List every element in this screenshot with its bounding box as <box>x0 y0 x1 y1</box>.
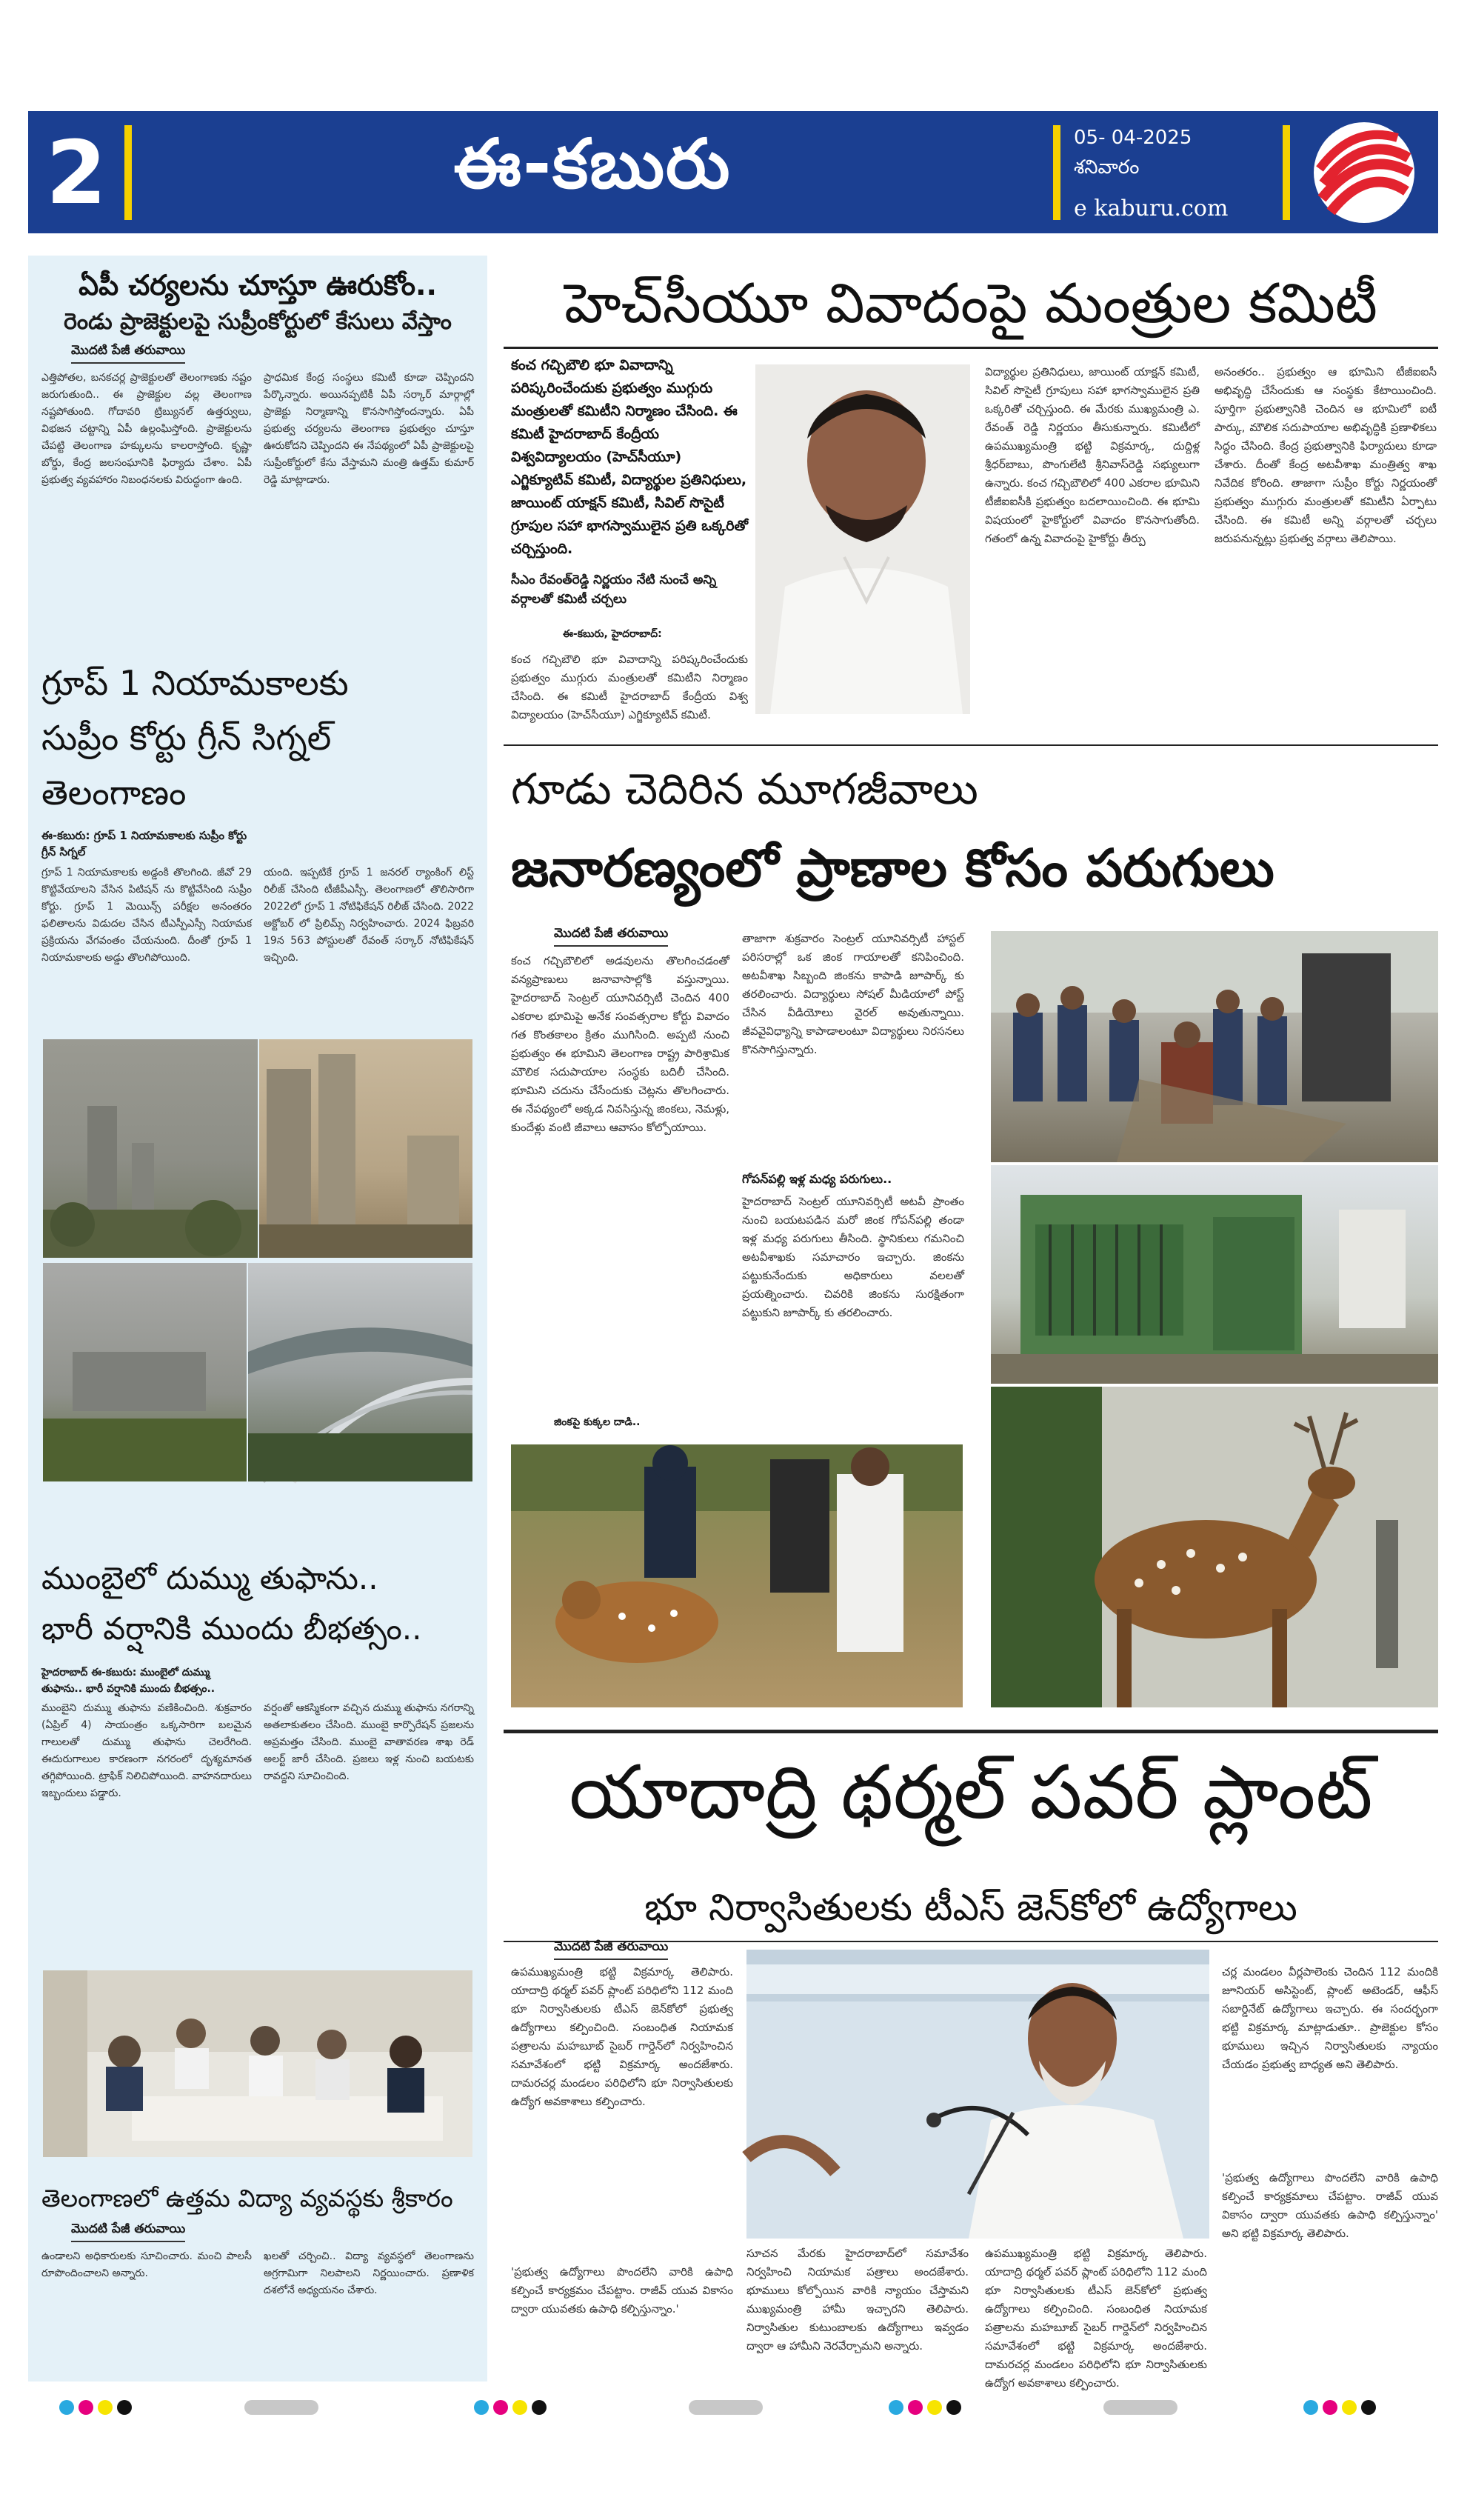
education-meeting-photo <box>43 1970 472 2157</box>
body-text: ఉపముఖ్యమంత్రి భట్టి విక్రమార్క తెలిపారు. యాదాద్రి థర్మల్ పవర్ ప్లాంట్ పరిధిలోని 112 మంది భూ నిర్వాసితులకు టీఎస్ జెన్‌కోలో ప్రభుత్వ ఉద్యోగాలు కల్పించింది. సంబంధిత నియామక పత్రాలను మహబూబ్ సైబర్ గార్డెన్‌లో నిర్వహించిన సమావేశంలో భట్టి విక్రమార్క అందజేశారు. దామరచర్ల మండలం పరిధిలోని భూ నిర్వాసితులకు ఉద్యోగ అవకాశాలు కల్పించారు. <box>985 2247 1207 2390</box>
headline-animals: గూడు చెదిరిన మూగజీవాలు <box>511 764 978 814</box>
grey-registration-bar <box>689 2400 763 2415</box>
hcu-intro: కంచ గచ్చిబౌలి భూ వివాదాన్ని పరిష్కరించేందుకు ప్రభుత్వం ముగ్గురు మంత్రులతో కమిటీని నిర్మాణం చేసింది. ఈ కమిటీ హైదరాబాద్ కేంద్రీయ విశ్వవిద్యాలయం (హెచ్‌సీయూ) ఎగ్జిక్యూటివ్ కమిటీ, విద్యార్థుల ప్రతినిధులు, జాయింట్ యాక్షన్ కమిటీ, సివిల్ సొసైటీ గ్రూపుల సహా భాగస్వాములైన ప్రతి ఒక్కరితో చర్చిస్తుంది. <box>511 357 749 557</box>
byline: మొదటి పేజీ తరువాయి <box>71 343 185 364</box>
forest-department-truck-photo <box>991 1165 1438 1384</box>
sea-link-photo <box>248 1263 472 1481</box>
byline: మొదటి పేజీ తరువాయి <box>554 1939 668 1960</box>
dateline: హైదరాబాద్ ఈ-కబురు: ముంబైలో దుమ్ము తుఫాను.. భారీ వర్షానికి ముందు బీభత్సం.. <box>41 1667 216 1695</box>
subheading: గోపన్‌పల్లి ఇళ్ల మధ్య పరుగులు.. <box>742 1172 892 1186</box>
left-column <box>28 256 487 2381</box>
body-text: ఉపముఖ్యమంత్రి భట్టి విక్రమార్క తెలిపారు. యాదాద్రి థర్మల్ పవర్ ప్లాంట్ పరిధిలోని 112 మంది భూ నిర్వాసితులకు టీఎస్ జెన్‌కోలో ప్రభుత్వ ఉద్యోగాలు కల్పించింది. సంబంధిత నియామక పత్రాలను మహబూబ్ సైబర్ గార్డెన్‌లో నిర్వహించిన సమావేశంలో భట్టి విక్రమార్క అందజేశారు. దామరచర్ల మండలం పరిధిలోని భూ నిర్వాసితులకు ఉద్యోగ అవకాశాలు కల్పించారు. <box>511 1965 733 2108</box>
body-text: అనంతరం.. ప్రభుత్వం ఆ భూమిని టీజీఐఐసీ అభివృద్ధి చేసేందుకు ఆ సంస్థకు కేటాయించింది. పూర్తిగా ప్రభుత్వానికి చెందిన ఆ భూమిలో ఐటీ పార్కు, మౌలిక సదుపాయాల అభివృద్ధికి ప్రణాళికలు సిద్ధం చేసింది. కేంద్ర ప్రభుత్వానికి ఫిర్యాదులు కూడా చేశారు. దీంతో కేంద్ర అటవీశాఖ మంత్రిత్వ శాఖ నివేదిక కోరింది. తాజాగా సుప్రీం కోర్టు నిర్ణయంతో ప్రభుత్వం ముగ్గురు మంత్రులతో కమిటీని ఏర్పాటు చేసింది. ఈ కమిటీ అన్ని వర్గాలతో చర్చలు జరుపనున్నట్లు ప్రభుత్వ వర్గాలు తెలిపాయి. <box>1215 365 1437 545</box>
body-text: తాజాగా శుక్రవారం సెంట్రల్ యూనివర్సిటీ హాస్టల్ పరిసరాల్లో ఒక జింక గాయాలతో కనిపించింది. అటవీశాఖ సిబ్బంది జింకను కాపాడి జూపార్క్ కు తరలించారు. విద్యార్థులు సోషల్ మీడియాలో పోస్ట్ చేసిన వీడియోలు వైరల్ అవుతున్నాయి. జీవవైవిధ్యాన్ని కాపాడాలంటూ విద్యార్థులు నిరసనలు కొనసాగిస్తున్నారు. <box>742 932 964 1056</box>
page-number: 2 <box>45 121 107 224</box>
issue-day: శనివారం <box>1074 156 1140 179</box>
yellow-dot-icon <box>98 2400 113 2415</box>
byline: మొదటి పేజీ తరువాయి <box>71 2221 185 2242</box>
subheadline-yadadri: భూ నిర్వాసితులకు టీఎస్ జెన్‌కోలో ఉద్యోగాలు <box>644 1886 1297 1929</box>
headline-hcu: హెచ్‌సీయూ వివాదంపై మంత్రుల కమిటీ <box>564 272 1377 336</box>
cm-portrait-photo <box>755 364 970 714</box>
headline: తెలంగాణలో ఉత్తమ విద్యా వ్యవస్థకు శ్రీకారం <box>41 2184 453 2213</box>
body-text: కంచ గచ్చిబౌలి భూ వివాదాన్ని పరిష్కరించేందుకు ప్రభుత్వం ముగ్గురు మంత్రులతో కమిటీని నిర్మాణం చేసింది. ఈ కమిటీ హైదరాబాద్ కేంద్రీయ విశ్వ విద్యాలయం (హెచ్‌సీయూ) ఎగ్జిక్యూటివ్ కమిటీ. <box>511 653 748 721</box>
headline: సుప్రీం కోర్టు గ్రీన్ సిగ్నల్ తెలంగాణం <box>41 718 332 813</box>
deer-capture-crowd-photo <box>991 931 1438 1162</box>
color-registration-mark <box>474 2400 547 2415</box>
hcu-caption: సీఎం రేవంత్‌రెడ్డి నిర్ణయం నేటి నుంచే అన్ని వర్గాలతో కమిటీ చర్చలు <box>511 573 717 607</box>
body-text: ప్రాధమిక కేంద్ర సంస్థలు కమిటీ కూడా చెప్పిందని పేర్కొన్నారు. అయినప్పటికీ ఏపీ సర్కార్ మార్గాల్లో ప్రాజెక్టు నిర్మాణాన్ని కొనసాగిస్తోందన్నారు. ఏపీ ప్రభుత్వ చర్యలను తెలంగాణ ప్రభుత్వం చూస్తూ ఊరుకోదని చెప్పిందని ఈ నేపథ్యంలో ఏపీ ప్రాజెక్టులపై సుప్రీంకోర్టులో కేసు వేస్తామని మంత్రి ఉత్తమ్ కుమార్ రెడ్డి మాట్లాడారు. <box>264 372 474 486</box>
headline-yadadri: యాదాద్రి థర్మల్ పవర్ ప్లాంట్ <box>569 1749 1373 1836</box>
subheading: జింకపై కుక్కల దాడి.. <box>554 1416 641 1428</box>
story-ap-projects <box>41 264 474 566</box>
body-text: ఉండాలని అధికారులకు సూచించారు. మంచి పాలసీ రూపొందించాలని అన్నారు. <box>41 2250 252 2279</box>
magenta-dot-icon <box>1323 2400 1337 2415</box>
cyan-dot-icon <box>59 2400 74 2415</box>
body-text: యంది. ఇప్పటికే గ్రూప్ 1 జనరల్ ర్యాంకింగ్ లిస్ట్ రిలీజ్ చేసింది టీజీపీఎస్సీ. తెలంగాణలో తొలిసారిగా 2022లో గ్రూప్ 1 నోటిఫికేషన్ రిలీజ్ చేసింది. 2022 అక్టోబర్ లో ప్రిలిమ్స్ నిర్వహించారు. 2024 ఫిబ్రవరి 19న 563 పోస్టులతో రేవంత్ సర్కార్ నోటిఫికేషన్ ఇచ్చింది. <box>264 867 474 964</box>
body-text: కంచ గచ్చిబౌలిలో అడవులను తొలగించడంతో వన్యప్రాణులు జనావాసాల్లోకి వస్తున్నాయి. హైదరాబాద్ సెంట్రల్ యూనివర్సిటీ చెందిన 400 ఎకరాల భూమిపై అనేక సంవత్సరాల కోర్టు వివాదం గత కొంతకాలం క్రితం ముగిసింది. అప్పటి నుంచి ప్రభుత్వం ఈ భూమిని తెలంగాణ రాష్ట్ర పారిశ్రామిక మౌలిక సదుపాయాల సంస్థకు బదిలీ చేసింది. భూమిని చదును చేసేందుకు చెట్లను తొలగించారు. ఈ నేపథ్యంలో అక్కడ నివసిస్తున్న జింకలు, నెమళ్లు, కుందేళ్లు వంటి జీవాలు ఆవాసం కోల్పోయాయి. <box>511 954 729 1134</box>
dateline: ఈ-కబురు: గ్రూప్ 1 నియామకాలకు సుప్రీం కోర్టు గ్రీన్ సిగ్నల్ <box>41 829 247 859</box>
black-dot-icon <box>1361 2400 1376 2415</box>
body-text: వర్షంతో ఆకస్మికంగా వచ్చిన దుమ్ము తుఫాను నగరాన్ని అతలాకుతలం చేసింది. ముంబై కార్పొరేషన్ ప్రజలను అప్రమత్తం చేసింది. ముంబై వాతావరణ శాఖ రెడ్ అలర్ట్ జారీ చేసింది. ప్రజలు ఇళ్ల నుంచి బయటకు రావద్దని సూచించింది. <box>264 1702 474 1782</box>
divider <box>504 1730 1438 1733</box>
cyan-dot-icon <box>474 2400 489 2415</box>
magenta-dot-icon <box>78 2400 93 2415</box>
divider <box>1283 125 1290 220</box>
magenta-dot-icon <box>908 2400 923 2415</box>
body-columns <box>41 2248 474 2359</box>
headline: గ్రూప్ 1 నియామకాలకు <box>41 663 349 703</box>
grey-registration-bar <box>244 2400 318 2415</box>
yellow-dot-icon <box>1342 2400 1357 2415</box>
body-text: 'ప్రభుత్వ ఉద్యోగాలు పొందలేని వారికి ఉపాధి కల్పించే కార్యక్రమాలు చేపట్టాం. రాజీవ్ యువ వికాసం ద్వారా యువతకు ఉపాధి కల్పిస్తున్నాం' అని భట్టి విక్రమార్క తెలిపారు. <box>1222 2171 1438 2240</box>
cyan-dot-icon <box>1303 2400 1318 2415</box>
masthead <box>28 111 1438 233</box>
black-dot-icon <box>946 2400 961 2415</box>
black-dot-icon <box>117 2400 132 2415</box>
grey-registration-bar <box>1103 2400 1177 2415</box>
dust-storm-photo <box>43 1263 247 1481</box>
color-registration-mark <box>1303 2400 1376 2415</box>
dust-storm-photo <box>43 1039 258 1258</box>
headline: భారీ వర్షానికి ముందు బీభత్సం.. <box>41 1610 422 1647</box>
body-text: విద్యార్థుల ప్రతినిధులు, జాయింట్ యాక్షన్ కమిటీ, సివిల్ సొసైటీ గ్రూపులు సహా భాగస్వాములైన ప్రతి ఒక్కరితో చర్చిస్తుంది. ఈ మేరకు ముఖ్యమంత్రి ఎ. రేవంత్ రెడ్డి నిర్ణయం తీసుకున్నారు. కమిటీలో ఉపముఖ్యమంత్రి భట్టి విక్రమార్క, దుద్దిళ్ల శ్రీధర్‌బాబు, పొంగులేటి శ్రీనివాస్‌రెడ్డి సభ్యులుగా ఉన్నారు. కంచ గచ్చిబౌలిలో 400 ఎకరాల భూమిని టీజీఐఐసీకి ప్రభుత్వం బదలాయించింది. ఈ భూమి విషయంలో హైకోర్టులో వివాదం కొనసాగుతోంది. గతంలో ఉన్న వివాదంపై హైకోర్టు తీర్పు <box>985 365 1200 545</box>
body-text: ఎత్తిపోతల, బనకచర్ల ప్రాజెక్టులతో తెలంగాణకు నష్టం జరుగుతుంది.. ఈ ప్రాజెక్టుల వల్ల తెలంగాణ నష్టపోతుంది. గోదావరి ట్రిబ్యునల్ ఉత్తర్వులు, విభజన చట్టాన్ని ఏపీ ఉల్లంఘిస్తోంది. ప్రాజెక్టులను చేపట్టి తెలంగాణ హక్కులను కాలరాస్తోంది. కృష్ణా బోర్డు, కేంద్ర జలసంఘానికి ఫిర్యాదు చేశాం. ఏపీ ప్రభుత్వ వ్యవహారం నిబంధనలకు విరుద్ధంగా ఉంది. <box>41 372 252 486</box>
story-education <box>41 2180 474 2359</box>
divider <box>504 347 1438 349</box>
newspaper-title: ఈ-కబురు <box>453 124 732 204</box>
color-registration-mark <box>889 2400 961 2415</box>
body-text: 'ప్రభుత్వ ఉద్యోగాలు పొందలేని వారికి ఉపాధి కల్పించే కార్యక్రమం చేపట్టాం. రాజీవ్ యువ వికాసం ద్వారా యువతకు ఉపాధి కల్పిస్తున్నాం.' <box>511 2265 733 2316</box>
body-text: గ్రూప్ 1 నియామకాలకు అడ్డంకి తొలగింది. జీవో 29 కొట్టివేయాలని వేసిన పిటిషన్ ను కొట్టివేసింది సుప్రీం కోర్టు. గ్రూప్ 1 మెయిన్స్ పరీక్షల అనంతరం ఫలితాలను విడుదల చేసిన టీఎస్పీఎస్సీ నియామక ప్రక్రియను వేగవంతం చేయనుంది. దీంతో గ్రూప్ 1 నియామకాలకు అడ్డు తొలగిపోయింది. <box>41 867 252 964</box>
subheadline: రెండు ప్రాజెక్టులపై సుప్రీంకోర్టులో కేసులు వేస్తాం <box>64 309 452 335</box>
brand-logo-icon <box>1290 117 1438 228</box>
divider <box>1053 125 1060 220</box>
body-text: చర్ల మండలం వీర్లపాలెంకు చెందిన 112 మందికి జూనియర్ అసిస్టెంట్, ప్లాంట్ అటెండర్, ఆఫీస్ సబార్డినేట్ ఉద్యోగాలు ఇచ్చారు. ఈ సందర్భంగా భట్టి విక్రమార్క మాట్లాడుతూ.. ప్రాజెక్టుల కోసం భూములు ఇచ్చిన నిర్వాసితులకు న్యాయం చేయడం ప్రభుత్వ బాధ్యత అని తెలిపారు. <box>1222 1965 1438 2071</box>
color-registration-mark <box>59 2400 132 2415</box>
website-link[interactable]: e kaburu.com <box>1074 196 1229 221</box>
black-dot-icon <box>532 2400 547 2415</box>
deputy-cm-speaking-photo <box>746 1950 1209 2239</box>
yellow-dot-icon <box>512 2400 527 2415</box>
date-block <box>1060 123 1283 221</box>
body-columns <box>41 864 474 1035</box>
body-text: ముంబైని దుమ్ము తుఫాను వణికించింది. శుక్రవారం (ఏప్రిల్ 4) సాయంత్రం ఒక్కసారిగా బలమైన గాలులతో దుమ్ము తుఫాను చెలరేగింది. ఈదురుగాలుల కారణంగా నగరంలో దృశ్యమానత తగ్గిపోయింది. ట్రాఫిక్ నిలిచిపోయింది. వాహనదారులు ఇబ్బందులు పడ్డారు. <box>41 1702 252 1799</box>
byline: మొదటి పేజీ తరువాయి <box>554 926 668 947</box>
cyan-dot-icon <box>889 2400 903 2415</box>
deer-rescue-photo <box>511 1444 963 1707</box>
body-text: ఖలతో చర్చించి.. విద్యా వ్యవస్థలో తెలంగాణను అగ్రగామిగా నిలపాలని నిర్ణయించారు. ప్రణాళిక దశలోనే అధ్యయనం చేశారు. <box>264 2250 474 2296</box>
headline-animals: జనారణ్యంలో ప్రాణాల కోసం పరుగులు <box>511 838 1274 899</box>
body-text: సూచన మేరకు హైదరాబాద్‌లో సమావేశం నిర్వహించి నియామక పత్రాలు అందజేశారు. భూములు కోల్పోయిన వారికి న్యాయం చేస్తామని ముఖ్యమంత్రి హామీ ఇచ్చారని తెలిపారు. నిర్వాసితుల కుటుంబాలకు ఉద్యోగాలు ఇవ్వడం ద్వారా ఆ హామీని నెరవేర్చామని అన్నారు. <box>746 2247 969 2353</box>
magenta-dot-icon <box>493 2400 508 2415</box>
issue-date: 05- 04-2025 <box>1074 127 1192 149</box>
divider <box>504 744 1438 746</box>
body-text: హైదరాబాద్ సెంట్రల్ యూనివర్సిటీ అటవీ ప్రాంతం నుంచి బయటపడిన మరో జింక గోపన్‌పల్లి తండా ఇళ్ల మధ్య పరుగులు తీసింది. స్థానికులు గమనించి అటవీశాఖకు సమాచారం ఇచ్చారు. జింకను పట్టుకునేందుకు అధికారులు వలలతో ప్రయత్నించారు. చివరికి జింకను సురక్షితంగా పట్టుకుని జూపార్క్ కు తరలించారు. <box>742 1195 964 1319</box>
story-mumbai-dust <box>41 1553 474 1863</box>
divider <box>124 125 132 220</box>
headline: ముంబైలో దుమ్ము తుఫాను.. <box>41 1560 378 1596</box>
spotted-deer-photo <box>991 1387 1438 1707</box>
dateline: ఈ-కబురు, హైదరాబాద్: <box>563 628 662 640</box>
body-columns <box>41 1700 474 1863</box>
headline: ఏపీ చర్యలను చూస్తూ ఊరుకోం.. <box>78 269 437 301</box>
body-columns <box>41 370 474 566</box>
yellow-dot-icon <box>927 2400 942 2415</box>
dust-storm-photo <box>259 1039 472 1258</box>
story-group1 <box>41 656 474 1035</box>
